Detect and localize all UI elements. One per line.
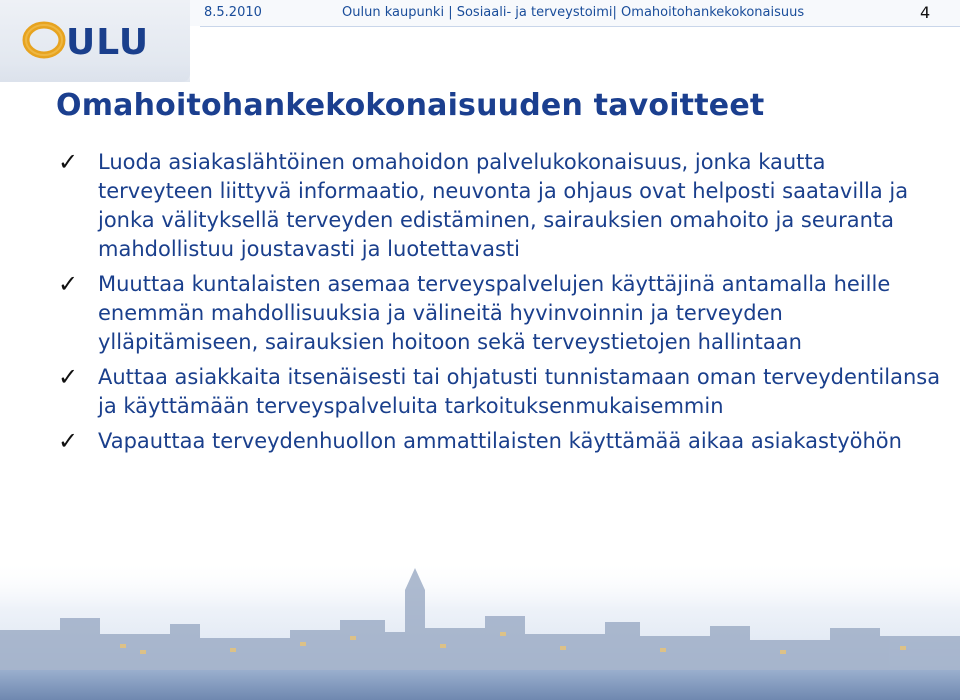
slide-date: 8.5.2010	[204, 5, 262, 20]
bullet-text: Luoda asiakaslähtöinen omahoidon palvelukokonaisuus, jonka kautta terveyteen liittyvä informaatio, neuvonta ja ohjaus ovat helposti saatavilla ja jonka välityksellä terveyden edistäminen, sairauksien omahoito ja seuranta mahdollistuu joustavasti ja luotettavasti	[98, 150, 909, 261]
check-icon: ✓	[58, 363, 79, 391]
check-icon: ✓	[58, 427, 79, 455]
logo-area	[0, 0, 190, 82]
check-icon: ✓	[58, 148, 79, 176]
breadcrumb: Oulun kaupunki | Sosiaali- ja terveystoimi| Omahoitohankekokonaisuus	[342, 5, 805, 20]
list-item	[56, 363, 946, 421]
logo-text: ULU	[66, 22, 150, 63]
check-icon: ✓	[58, 270, 79, 298]
oulu-logo	[22, 14, 182, 66]
page-number: 4	[920, 3, 931, 22]
bullet-text: Muuttaa kuntalaisten asemaa terveyspalvelujen käyttäjinä antamalla heille enemmän mahdollisuuksia ja välineitä hyvinvoinnin ja terveyden ylläpitämiseen, sairauksien hoitoon sekä terveystietojen hallintaan	[98, 272, 891, 354]
list-item	[56, 270, 946, 357]
goal-list	[56, 148, 946, 462]
header-divider	[200, 26, 960, 27]
city-skyline-image	[0, 560, 960, 700]
list-item	[56, 427, 946, 456]
bullet-text: Auttaa asiakkaita itsenäisesti tai ohjatusti tunnistamaan oman terveydentilansa ja käyttämään terveyspalveluita tarkoituksenmukaisemmin	[98, 365, 941, 418]
bullet-text: Vapauttaa terveydenhuollon ammattilaisten käyttämää aikaa asiakastyöhön	[98, 429, 902, 453]
slide-title: Omahoitohankekokonaisuuden tavoitteet	[56, 88, 765, 123]
list-item	[56, 148, 946, 264]
